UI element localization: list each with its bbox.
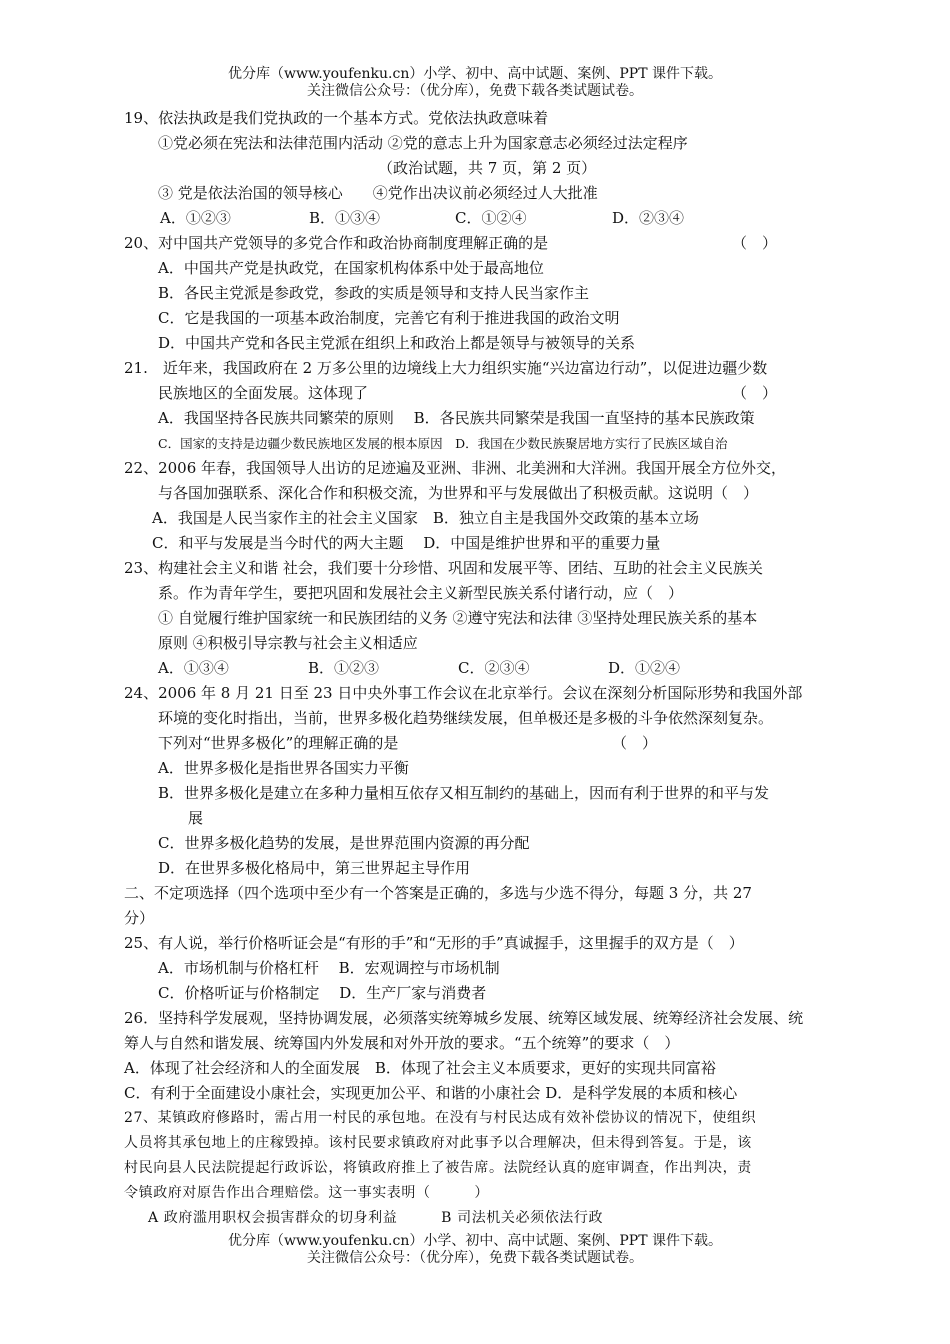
q21-stem-2: 民族地区的全面发展。这体现了 [158,384,369,402]
q26-options-ab: A．体现了社会经济和人的全面发展 B．体现了社会主义本质要求，更好的实现共同富裕 [124,1059,716,1077]
q25-options-cd: C．价格听证与价格制定 D．生产厂家与消费者 [158,984,487,1002]
q21-options-cd: C．国家的支持是边疆少数民族地区发展的根本原因 D．我国在少数民族聚居地方实行了民族区域自治 [158,436,728,451]
q23-option-a: A．①③④ [158,659,229,677]
q19-statements-1: ①党必须在宪法和法律范围内活动 ②党的意志上升为国家意志必须经过法定程序 [158,134,688,152]
q23-option-b: B．①②③ [308,659,380,677]
q21-answer-paren: （ ） [732,384,778,402]
q24-option-b-2: 展 [188,809,204,827]
q19-option-b: B．①③④ [309,209,381,227]
q24-stem-1: 24、2006 年 8 月 21 日至 23 日中央外事工作会议在北京举行。会议在深刻分析国际形势和我国外部 [124,684,803,702]
q20-option-c: C．它是我国的一项基本政治制度，完善它有利于推进我国的政治文明 [158,309,620,327]
q23-option-c: C．②③④ [458,659,530,677]
q22-stem-1: 22、2006 年春，我国领导人出访的足迹遍及亚洲、非洲、北美洲和大洋洲。我国开展全方位外交， [124,459,787,477]
q24-stem-2: 环境的变化时指出，当前，世界多极化趋势继续发展，但单极还是多极的斗争依然深刻复杂。 [158,709,774,727]
q21-stem-1: 21. 近年来，我国政府在 2 万多公里的边境线上大力组织实施“兴边富边行动”，以促进边疆少数 [124,359,768,377]
q27-stem-1: 27、某镇政府修路时，需占用一村民的承包地。在没有与村民达成有效补偿协议的情况下，使组织 [124,1110,757,1126]
header-line-2: 关注微信公众号：（优分库），免费下载各类试题试卷。 [307,83,643,99]
q25-options-ab: A．市场机制与价格杠杆 B．宏观调控与市场机制 [158,959,500,977]
q23-statements-2: 原则 ④积极引导宗教与社会主义相适应 [158,634,418,652]
q26-stem-1: 26．坚持科学发展观，坚持协调发展，必须落实统筹城乡发展、统筹区域发展、统筹经济社会发展、统 [124,1009,804,1027]
q20-option-d: D．中国共产党和各民主党派在组织上和政治上都是领导与被领导的关系 [158,334,636,352]
q22-options-ab: A．我国是人民当家作主的社会主义国家 B．独立自主是我国外交政策的基本立场 [152,509,699,527]
q20-answer-paren: （ ） [732,234,778,252]
q24-option-a: A．世界多极化是指世界各国实力平衡 [158,759,409,777]
q26-stem-2: 筹人与自然和谐发展、统筹国内外发展和对外开放的要求。“五个统筹”的要求（ ） [124,1034,680,1052]
q26-options-cd: C．有利于全面建设小康社会，实现更加公平、和谐的小康社会 D．是科学发展的本质和核心 [124,1084,738,1102]
header-line-1: 优分库（www.youfenku.cn）小学、初中、高中试题、案例、PPT 课件下载。 [227,66,722,82]
q22-options-cd: C．和平与发展是当今时代的两大主题 D．中国是维护世界和平的重要力量 [152,534,661,552]
q23-stem-2: 系。作为青年学生，要把巩固和发展社会主义新型民族关系付诸行动，应（ ） [158,584,684,602]
q21-options-ab: A．我国坚持各民族共同繁荣的原则 B．各民族共同繁荣是我国一直坚持的基本民族政策 [158,409,755,427]
q25-stem: 25、有人说，举行价格听证会是“有形的手”和“无形的手”真诚握手，这里握手的双方是（ ） [124,934,744,952]
footer-line-1: 优分库（www.youfenku.cn）小学、初中、高中试题、案例、PPT 课件下载。 [227,1233,722,1249]
q20-option-b: B．各民主党派是参政党，参政的实质是领导和支持人民当家作主 [158,284,590,302]
q19-option-c: C．①②④ [455,209,527,227]
q24-option-c: C．世界多极化趋势的发展，是世界范围内资源的再分配 [158,834,530,852]
q27-stem-3: 村民向县人民法院提起行政诉讼，将镇政府推上了被告席。法院经认真的庭审调查，作出判决，责 [124,1160,752,1176]
q27-stem-4: 令镇政府对原告作出合理赔偿。这一事实表明（ ） [124,1185,489,1201]
q23-statements-1: ① 自觉履行维护国家统一和民族团结的义务 ②遵守宪法和法律 ③坚持处理民族关系的基本 [158,609,758,627]
q24-answer-paren: （ ） [612,734,658,752]
q20-option-a: A．中国共产党是执政党，在国家机构体系中处于最高地位 [158,259,544,277]
q19-stem: 19、依法执政是我们党执政的一个基本方式。党依法执政意味着 [124,109,549,127]
section-2-heading-2: 分） [124,909,155,927]
q23-stem-1: 23、构建社会主义和谐 社会，我们要十分珍惜、巩固和发展平等、团结、互助的社会主义民族关 [124,559,763,577]
q19-option-a: A．①②③ [160,209,231,227]
q24-option-b-1: B．世界多极化是建立在多种力量相互依存又相互制约的基础上，因而有利于世界的和平与发 [158,784,770,802]
q23-option-d: D．①②④ [608,659,681,677]
page-marker: （政治试题，共 7 页，第 2 页） [378,159,597,177]
q20-stem: 20、对中国共产党领导的多党合作和政治协商制度理解正确的是 [124,234,549,252]
q24-option-d: D．在世界多极化格局中，第三世界起主导作用 [158,859,471,877]
q27-options-ab: A 政府滥用职权会损害群众的切身利益 B 司法机关必须依法行政 [148,1210,604,1226]
q19-statements-2: ③ 党是依法治国的领导核心 ④党作出决议前必须经过人大批准 [158,184,598,202]
q19-option-d: D．②③④ [612,209,685,227]
q27-stem-2: 人员将其承包地上的庄稼毁掉。该村民要求镇政府对此事予以合理解决，但未得到答复。于是，该 [124,1135,752,1151]
q22-stem-2: 与各国加强联系、深化合作和积极交流，为世界和平与发展做出了积极贡献。这说明（ ） [158,484,759,502]
footer-line-2: 关注微信公众号：（优分库），免费下载各类试题试卷。 [307,1250,643,1266]
q24-stem-3: 下列对“世界多极化”的理解正确的是 [158,734,399,752]
section-2-heading-1: 二、不定项选择（四个选项中至少有一个答案是正确的，多选与少选不得分，每题 3 分，共 27 [124,884,752,902]
